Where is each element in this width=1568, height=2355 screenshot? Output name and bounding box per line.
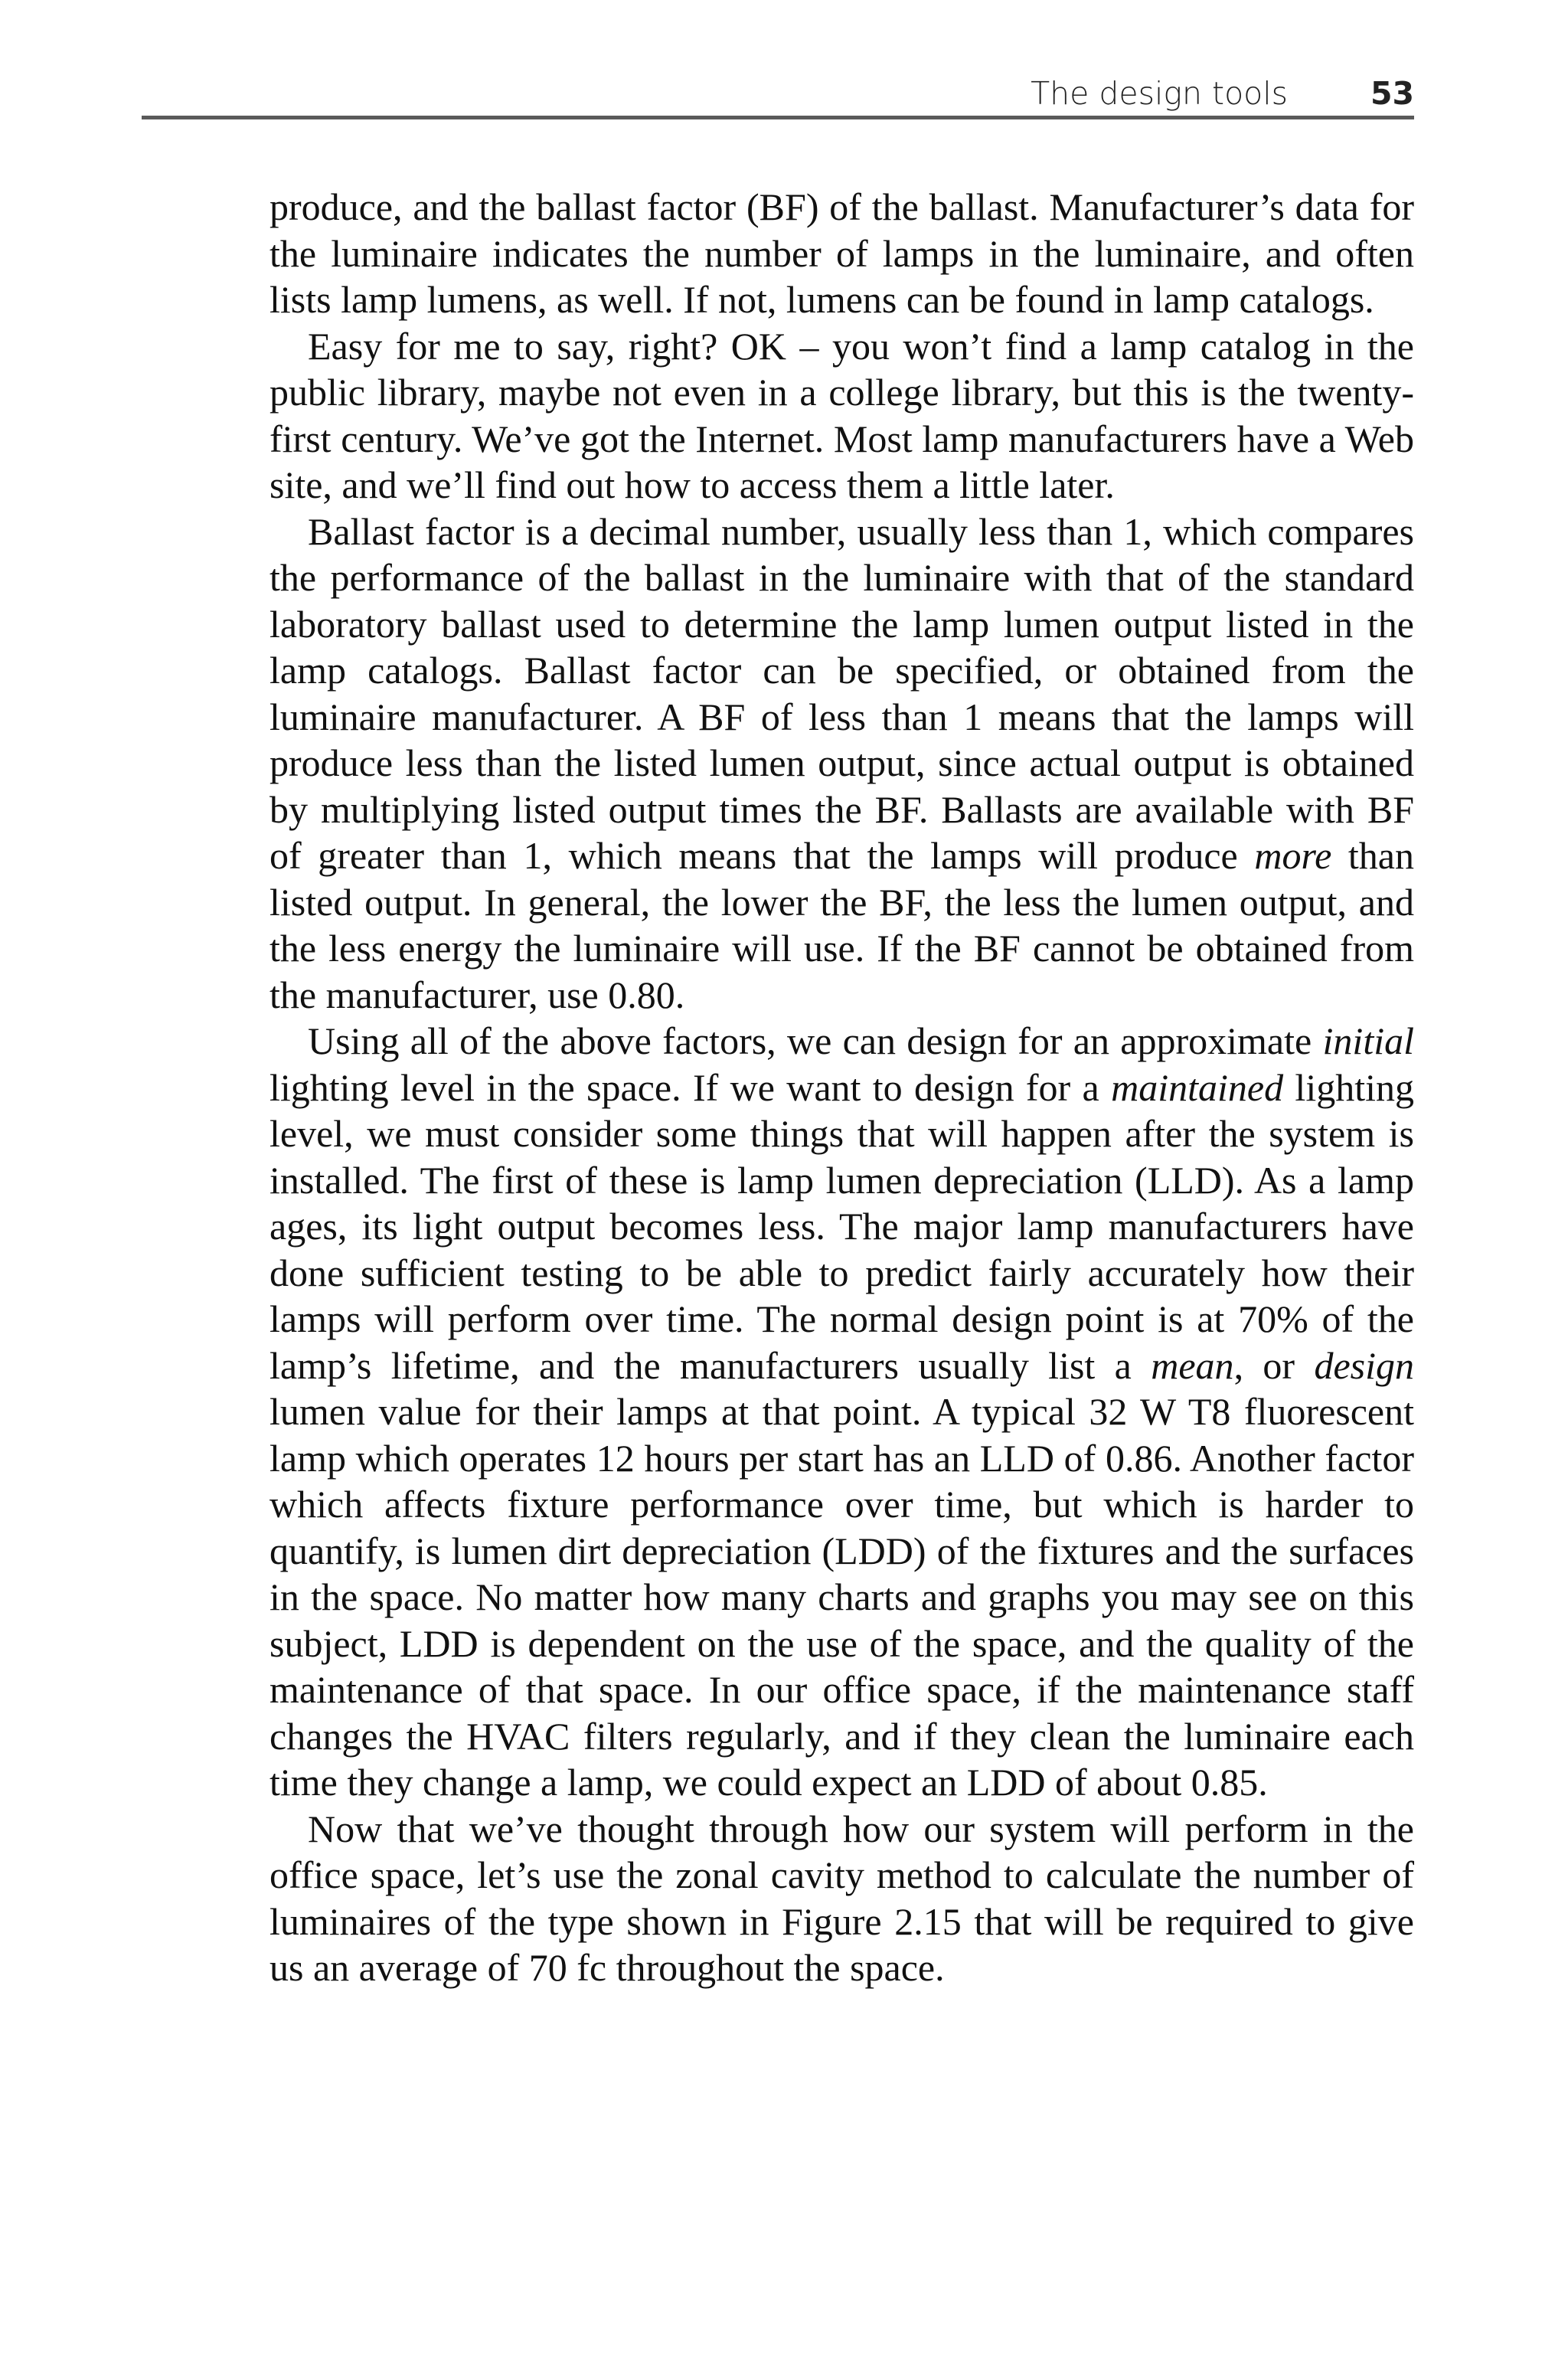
paragraph-ballast-factor — [270, 509, 1414, 1019]
page-number: 53 — [1370, 75, 1414, 112]
running-head-title: The design tools — [1031, 75, 1288, 112]
text-run: than listed output. In general, the lower the BF, the less the lumen output, and the less energy the luminaire will use. If the BF cannot be obtained from the manufacturer, use 0.80. — [270, 834, 1414, 1016]
emphasis-mean: mean — [1151, 1343, 1234, 1387]
text-run: Ballast factor is a decimal number, usually less than 1, which compares the performance of the ballast in the luminaire with that of the standard laboratory ballast used to determine the lamp lumen output listed in the lamp catalogs. Ballast factor can be specified, or obtained from the luminaire manufacturer. A BF of less than 1 means that the lamps will produce less than the listed lumen output, since actual output is obtained by multiplying listed output times the BF. Ballasts are available with BF of greater than 1, which means that the lamps will produce — [270, 509, 1414, 877]
emphasis-initial: initial — [1322, 1019, 1414, 1062]
header-rule — [142, 116, 1414, 119]
emphasis-maintained: maintained — [1111, 1065, 1284, 1109]
body-text — [270, 184, 1414, 1991]
paragraph-lamp-catalog: Easy for me to say, right? OK – you won’t find a lamp catalog in the public library, maybe not even in a college library, but this is the twenty-first century. We’ve got the Internet. Most lamp manufacturers have a Web site, and we’ll find out how to access them a little later. — [270, 324, 1414, 506]
text-run: lumen value for their lamps at that point. A typical 32 W T8 fluorescent lamp which operates 12 hours per start has an LLD of 0.86. Another factor which affects fixture performance over time, but which is harder to quantify, is lumen dirt depreciation (LDD) of the fixtures and the surfaces in the space. No matter how many charts and graphs you may see on this subject, LDD is dependent on the use of the space, and the quality of the maintenance of that space. In our office space, if the maintenance staff changes the HVAC filters regularly, and if they clean the luminaire each time they change a lamp, we could expect an LDD of about 0.85. — [270, 1390, 1414, 1804]
paragraph-zonal-cavity: Now that we’ve thought through how our system will perform in the office space, let’s use the zonal cavity method to calculate the number of luminaires of the type shown in Figure 2.15 that will be required to give us an average of 70 fc throughout the space. — [270, 1807, 1414, 1989]
emphasis-more: more — [1254, 834, 1332, 877]
paragraph-continued: produce, and the ballast factor (BF) of the ballast. Manufacturer’s data for the luminaire indicates the number of lamps in the luminaire, and often lists lamp lumens, as well. If not, lumens can be found in lamp catalogs. — [270, 185, 1414, 321]
emphasis-design: design — [1314, 1343, 1414, 1387]
text-run: lighting level in the space. If we want to design for a — [270, 1065, 1112, 1109]
text-run: lighting level, we must consider some things that will happen after the system is installed. The first of these is lamp lumen depreciation (LLD). As a lamp ages, its light output becomes less. The major lamp manufacturers have done sufficient testing to be able to predict fairly accurately how their lamps will perform over time. The normal design point is at 70% of the lamp’s lifetime, and the manufacturers usually list a — [270, 1065, 1414, 1387]
running-head — [142, 74, 1414, 113]
text-run: Using all of the above factors, we can design for an approximate — [308, 1019, 1323, 1062]
text-run: , or — [1233, 1343, 1315, 1387]
paragraph-design-factors — [270, 1018, 1414, 1806]
